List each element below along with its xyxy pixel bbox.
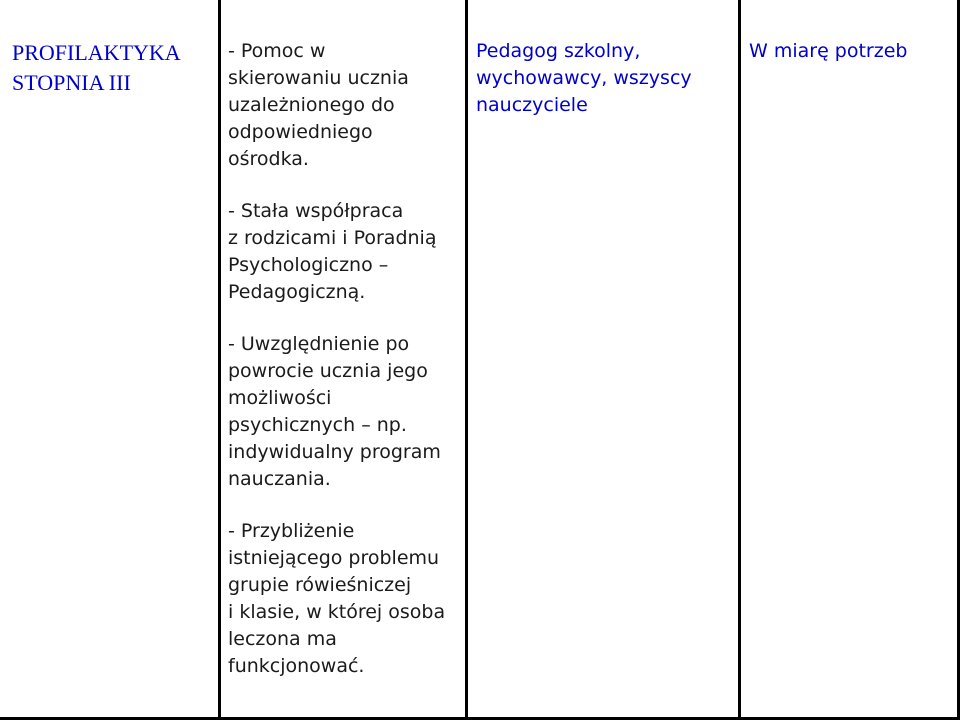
table-column-divider [465, 0, 468, 720]
table-cell-actions [221, 0, 461, 717]
action-item: - Stała współpraca z rodzicami i Poradnią Psychologiczno – Pedagogiczną. [228, 200, 437, 303]
table-cell-responsible [470, 0, 735, 717]
action-item: - Przybliżenie istniejącego problemu grupie rówieśniczej i klasie, w której osoba leczona ma funkcjonować. [228, 520, 446, 677]
action-item: - Uwzględnienie po powrocie ucznia jego możliwości psychicznych – np. indywidualny program nauczania. [228, 333, 441, 490]
responsible-text: Pedagog szkolny, wychowawcy, wszyscy nauczyciele [476, 40, 692, 116]
action-item: - Pomoc w skierowaniu ucznia uzależnionego do odpowiedniego ośrodka. [228, 40, 409, 170]
prevention-level-text: PROFILAKTYKA STOPNIA III [12, 40, 181, 95]
table-cell-prevention-level [3, 0, 218, 717]
deadline-text: W miarę potrzeb [749, 40, 908, 62]
table-column-divider [738, 0, 741, 720]
table-cell-deadline [743, 0, 957, 717]
